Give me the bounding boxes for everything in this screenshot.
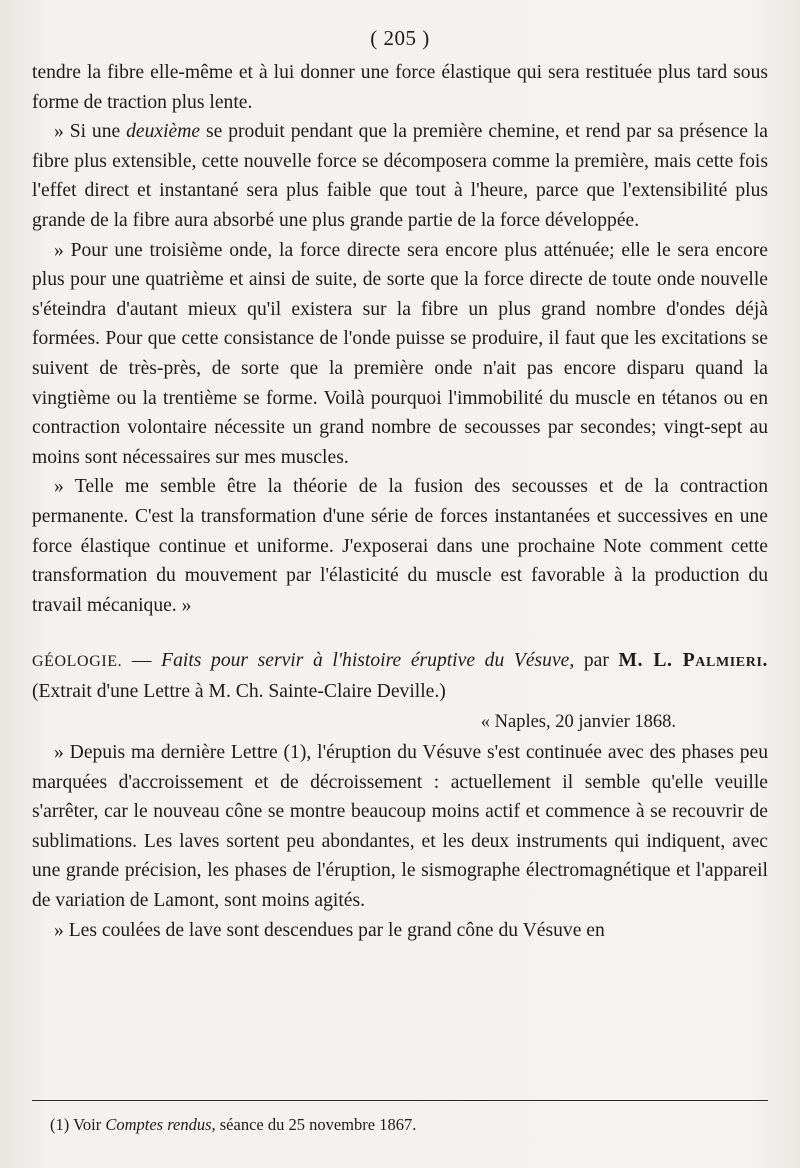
footnote-emphasis: Comptes rendus,	[105, 1115, 216, 1134]
heading-by: par	[574, 650, 619, 672]
section-label: GÉOLOGIE.	[32, 653, 123, 671]
page-number: ( 205 )	[370, 26, 430, 50]
footnote-marker: (1) Voir	[50, 1115, 106, 1134]
paragraph-theorie: » Telle me semble être la théorie de la fusion des secousses et de la contraction permanente. C'est la transformation d'une série de forces instantanées et successives en une force élastique continue et uniforme. J'exposerai dans une prochaine Note comment cette transformation du mouvement par l'élasticité du muscle est favorable à la production du travail mécanique. »	[32, 476, 768, 616]
paragraph-deuxieme-post: se produit pendant que la première chemine, et rend par sa présence la fibre plus extensible, cette nouvelle force se décomposera comme la première, mais cette fois l'effet direct et instantané sera plus faible que tout à l'heure, parce que l'extensibilité plus grande de la fibre aura absorbé une plus grande partie de la force développée.	[32, 121, 768, 231]
paragraph-deuxieme	[32, 117, 768, 235]
main-text	[32, 58, 768, 945]
paragraph-coulees: » Les coulées de lave sont descendues par le grand cône du Vésuve en	[54, 919, 605, 941]
paragraph-continuation: tendre la fibre elle-même et à lui donner une force élastique qui sera restituée plus tard sous forme de traction plus lente.	[32, 62, 768, 113]
article-heading	[32, 646, 768, 706]
paragraph-troisieme: » Pour une troisième onde, la force directe sera encore plus atténuée; elle le sera encore plus pour une quatrième et ainsi de suite, de sorte que la force directe de toute onde nouvelle s'éteindra d'autant mieux qu'il existera sur la fibre un plus grand nombre d'ondes déjà formées. Pour que cette consistance de l'onde puisse se produire, il faut que les excitations se suivent de très-près, de sorte que la première onde n'ait pas encore disparu quand la vingtième ou la trentième se forme. Voilà pourquoi l'immobilité du muscle en tétanos ou en contraction volontaire nécessite un grand nombre de secousses par secondes; vingt-sept au moins sont nécessaires sur mes muscles.	[32, 239, 768, 468]
paragraph-eruption: » Depuis ma dernière Lettre (1), l'éruption du Vésuve s'est continuée avec des phases peu marquées d'accroissement et de décroissement : actuellement il semble qu'elle veuille s'arrêter, car le nouveau cône se montre beaucoup moins actif et commence à se recouvrir de sublimations. Les laves sortent peu abondantes, et les deux instruments qui indiquent, avec une grande précision, les phases de l'éruption, le sismographe électromagnétique et l'appareil de variation de Lamont, sont moins agités.	[32, 742, 768, 912]
dateline: « Naples, 20 janvier 1868.	[480, 712, 676, 733]
paragraph-deuxieme-pre: » Si une	[54, 121, 127, 143]
footnote	[50, 1114, 750, 1136]
article-title: Faits pour servir à l'histoire éruptive du Vésuve,	[161, 650, 575, 672]
heading-dash: —	[122, 650, 162, 672]
article-extract: (Extrait d'une Lettre à M. Ch. Sainte-Claire Deville.)	[32, 680, 446, 702]
article-author: M. L. Palmieri.	[618, 650, 768, 672]
paragraph-deuxieme-emphasis: deuxième	[126, 121, 201, 143]
footnote-rule	[32, 1100, 768, 1101]
footnote-rest: séance du 25 novembre 1867.	[215, 1115, 417, 1134]
